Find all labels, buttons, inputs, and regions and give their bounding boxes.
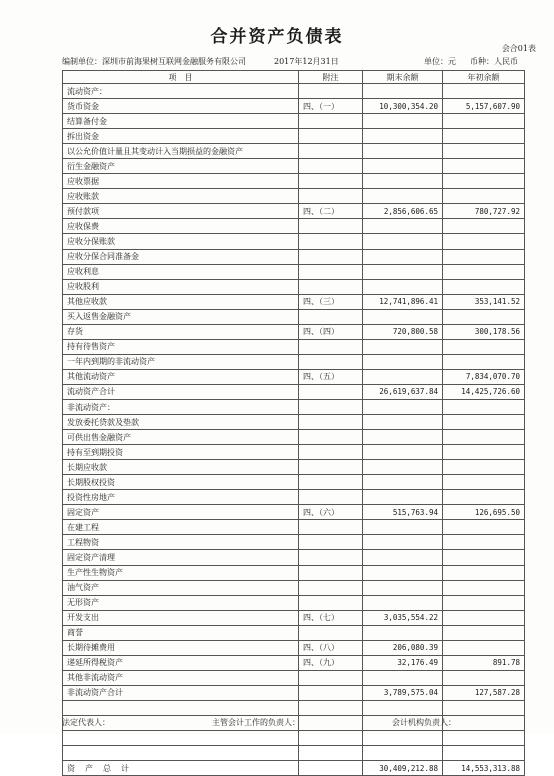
row-note [299, 399, 363, 414]
table-row [63, 595, 525, 610]
table-row [63, 384, 525, 399]
row-item-label: 无形资产 [63, 595, 299, 610]
preparer-label: 编制单位：深圳市前海果树互联网金融服务有限公司 [62, 57, 246, 66]
row-item-label: 应收分保合同准备金 [63, 249, 299, 264]
row-end-balance [363, 460, 443, 475]
row-begin-balance: 14,425,726.60 [443, 384, 525, 399]
row-note [299, 761, 363, 776]
row-note [299, 565, 363, 580]
row-note [299, 354, 363, 369]
row-item-label: 油气资产 [63, 580, 299, 595]
table-row [63, 685, 525, 700]
row-end-balance [363, 700, 443, 715]
table-row [63, 309, 525, 324]
row-item-label: 长期股权投资 [63, 475, 299, 490]
row-end-balance: 30,409,212.88 [363, 761, 443, 776]
row-note [299, 339, 363, 354]
row-item-label: 其他流动资产 [63, 369, 299, 384]
table-row [63, 399, 525, 414]
row-item-label: 应收保费 [63, 219, 299, 234]
row-begin-balance [443, 84, 525, 99]
row-begin-balance [443, 430, 525, 445]
row-begin-balance [443, 399, 525, 414]
row-note: 四、（四） [299, 324, 363, 339]
row-begin-balance [443, 520, 525, 535]
row-end-balance: 10,300,354.20 [363, 99, 443, 114]
table-row [63, 640, 525, 655]
row-end-balance [363, 159, 443, 174]
row-note [299, 490, 363, 505]
row-begin-balance [443, 625, 525, 640]
row-begin-balance: 891.78 [443, 655, 525, 670]
row-begin-balance [443, 174, 525, 189]
row-begin-balance: 126,695.50 [443, 505, 525, 520]
row-item-label: 货币资金 [63, 99, 299, 114]
table-row [63, 189, 525, 204]
table-row [63, 234, 525, 249]
row-end-balance [363, 565, 443, 580]
table-row [63, 580, 525, 595]
row-begin-balance [443, 565, 525, 580]
row-note [299, 249, 363, 264]
table-row [63, 610, 525, 625]
row-item-label: 可供出售金融资产 [63, 430, 299, 445]
row-item-label: 应收分保账款 [63, 234, 299, 249]
row-begin-balance [443, 580, 525, 595]
row-item-label: 流动资产合计 [63, 384, 299, 399]
row-note [299, 520, 363, 535]
row-end-balance [363, 670, 443, 685]
row-item-label [63, 700, 299, 715]
row-end-balance [363, 354, 443, 369]
table-row [63, 430, 525, 445]
row-end-balance [363, 415, 443, 430]
row-begin-balance: 7,834,070.70 [443, 369, 525, 384]
row-begin-balance: 127,587.28 [443, 685, 525, 700]
signature-footer [62, 717, 542, 729]
table-row [63, 324, 525, 339]
row-end-balance [363, 535, 443, 550]
row-end-balance [363, 430, 443, 445]
row-begin-balance [443, 415, 525, 430]
table-row [63, 369, 525, 384]
row-begin-balance [443, 595, 525, 610]
row-end-balance [363, 580, 443, 595]
table-row [63, 550, 525, 565]
row-end-balance [363, 746, 443, 761]
row-end-balance [363, 84, 443, 99]
row-note [299, 84, 363, 99]
table-row [63, 761, 525, 776]
row-end-balance [363, 520, 443, 535]
dept-head-label: 会计机构负责人： [392, 718, 456, 727]
row-note [299, 159, 363, 174]
row-item-label: 拆出资金 [63, 129, 299, 144]
table-row [63, 445, 525, 460]
currency-label: 币种：人民币 [470, 57, 518, 66]
row-note: 四、（八） [299, 640, 363, 655]
row-item-label: 持有待售资产 [63, 339, 299, 354]
row-end-balance [363, 731, 443, 746]
row-end-balance [363, 309, 443, 324]
row-end-balance: 3,035,554.22 [363, 610, 443, 625]
row-end-balance [363, 595, 443, 610]
column-header-end-balance: 期末余额 [363, 71, 443, 84]
table-row [63, 159, 525, 174]
row-note [299, 580, 363, 595]
row-end-balance [363, 174, 443, 189]
row-begin-balance [443, 460, 525, 475]
table-row [63, 746, 525, 761]
row-item-label: 递延所得税资产 [63, 655, 299, 670]
table-row [63, 144, 525, 159]
table-row [63, 294, 525, 309]
table-body [63, 84, 525, 776]
report-header [62, 56, 524, 68]
row-begin-balance [443, 144, 525, 159]
table-row [63, 129, 525, 144]
row-note [299, 415, 363, 430]
row-begin-balance [443, 189, 525, 204]
row-item-label: 应收票据 [63, 174, 299, 189]
row-item-label: 存货 [63, 324, 299, 339]
table-row [63, 731, 525, 746]
table-row [63, 460, 525, 475]
row-item-label: 发放委托贷款及垫款 [63, 415, 299, 430]
row-end-balance [363, 129, 443, 144]
row-end-balance [363, 144, 443, 159]
row-begin-balance [443, 445, 525, 460]
row-note: 四、（六） [299, 505, 363, 520]
row-end-balance [363, 625, 443, 640]
table-row [63, 174, 525, 189]
table-row [63, 655, 525, 670]
table-row [63, 114, 525, 129]
row-note [299, 535, 363, 550]
row-note [299, 384, 363, 399]
row-note [299, 550, 363, 565]
row-item-label: 其他非流动资产 [63, 670, 299, 685]
table-row [63, 99, 525, 114]
row-note: 四、（一） [299, 99, 363, 114]
row-item-label: 预付款项 [63, 204, 299, 219]
row-end-balance: 2,856,606.65 [363, 204, 443, 219]
row-end-balance [363, 490, 443, 505]
table-row [63, 249, 525, 264]
table-row [63, 565, 525, 580]
row-item-label: 应收利息 [63, 264, 299, 279]
row-end-balance [363, 189, 443, 204]
row-end-balance: 206,080.39 [363, 640, 443, 655]
row-begin-balance [443, 339, 525, 354]
table-row [63, 264, 525, 279]
row-end-balance: 3,789,575.04 [363, 685, 443, 700]
row-begin-balance: 5,157,607.90 [443, 99, 525, 114]
row-note [299, 309, 363, 324]
row-end-balance [363, 339, 443, 354]
table-row [63, 219, 525, 234]
row-note [299, 445, 363, 460]
row-note [299, 625, 363, 640]
row-item-label: 在建工程 [63, 520, 299, 535]
row-note [299, 460, 363, 475]
row-item-label: 买入返售金融资产 [63, 309, 299, 324]
row-item-label: 开发支出 [63, 610, 299, 625]
row-end-balance: 515,763.94 [363, 505, 443, 520]
row-note [299, 746, 363, 761]
row-end-balance [363, 249, 443, 264]
row-note [299, 219, 363, 234]
row-note [299, 114, 363, 129]
row-begin-balance [443, 670, 525, 685]
row-end-balance [363, 279, 443, 294]
row-item-label: 固定资产 [63, 505, 299, 520]
row-begin-balance [443, 550, 525, 565]
row-item-label: 其他应收款 [63, 294, 299, 309]
row-begin-balance [443, 354, 525, 369]
row-end-balance [363, 114, 443, 129]
row-note: 四、（九） [299, 655, 363, 670]
row-end-balance [363, 550, 443, 565]
row-note [299, 670, 363, 685]
row-item-label: 投资性房地产 [63, 490, 299, 505]
table-row [63, 84, 525, 99]
row-item-label: 长期应收款 [63, 460, 299, 475]
row-begin-balance [443, 640, 525, 655]
row-note [299, 234, 363, 249]
row-item-label: 生产性生物资产 [63, 565, 299, 580]
row-note [299, 279, 363, 294]
row-note [299, 731, 363, 746]
row-end-balance [363, 369, 443, 384]
row-item-label: 商誉 [63, 625, 299, 640]
row-note [299, 144, 363, 159]
row-begin-balance [443, 490, 525, 505]
row-begin-balance [443, 279, 525, 294]
row-note [299, 475, 363, 490]
row-item-label: 应收账款 [63, 189, 299, 204]
row-note [299, 174, 363, 189]
row-end-balance [363, 445, 443, 460]
row-note: 四、（五） [299, 369, 363, 384]
table-header-row [63, 71, 525, 84]
row-end-balance [363, 219, 443, 234]
row-end-balance: 32,176.49 [363, 655, 443, 670]
row-note [299, 264, 363, 279]
row-end-balance: 720,800.58 [363, 324, 443, 339]
row-end-balance [363, 475, 443, 490]
row-begin-balance [443, 535, 525, 550]
row-item-label: 工程物资 [63, 535, 299, 550]
row-begin-balance: 14,553,313.88 [443, 761, 525, 776]
table-row [63, 535, 525, 550]
row-begin-balance [443, 129, 525, 144]
document-title: 合并资产负债表 [210, 27, 344, 47]
row-begin-balance [443, 234, 525, 249]
table-row [63, 490, 525, 505]
row-item-label: 应收股利 [63, 279, 299, 294]
row-begin-balance [443, 731, 525, 746]
column-header-begin-balance: 年初余额 [443, 71, 525, 84]
row-item-label: 持有至到期投资 [63, 445, 299, 460]
row-begin-balance [443, 264, 525, 279]
column-header-item: 项 目 [63, 71, 299, 84]
row-begin-balance [443, 249, 525, 264]
table-row [63, 354, 525, 369]
row-item-label: 资产总计 [63, 761, 299, 776]
row-note [299, 595, 363, 610]
table-row [63, 505, 525, 520]
table-row [63, 279, 525, 294]
row-end-balance [363, 234, 443, 249]
report-date: 2017年12月31日 [274, 57, 339, 66]
row-note [299, 700, 363, 715]
row-begin-balance: 353,141.52 [443, 294, 525, 309]
table-row [63, 415, 525, 430]
row-note [299, 685, 363, 700]
row-end-balance [363, 264, 443, 279]
balance-sheet-table [62, 70, 525, 776]
row-note [299, 189, 363, 204]
row-note: 四、（七） [299, 610, 363, 625]
row-end-balance [363, 399, 443, 414]
row-begin-balance [443, 700, 525, 715]
row-begin-balance [443, 219, 525, 234]
row-item-label: 流动资产： [63, 84, 299, 99]
column-header-note: 附注 [299, 71, 363, 84]
form-number: 会合01表 [501, 44, 536, 53]
row-item-label: 固定资产清理 [63, 550, 299, 565]
row-note: 四、（二） [299, 204, 363, 219]
row-item-label: 以公允价值计量且其变动计入当期损益的金融资产 [63, 144, 299, 159]
table-row [63, 339, 525, 354]
row-begin-balance [443, 610, 525, 625]
table-row [63, 204, 525, 219]
table-row [63, 625, 525, 640]
row-begin-balance [443, 159, 525, 174]
table-row [63, 520, 525, 535]
row-item-label: 长期待摊费用 [63, 640, 299, 655]
row-item-label: 结算备付金 [63, 114, 299, 129]
row-begin-balance [443, 746, 525, 761]
row-note [299, 430, 363, 445]
row-begin-balance: 300,178.56 [443, 324, 525, 339]
row-item-label [63, 731, 299, 746]
row-item-label [63, 746, 299, 761]
row-note [299, 129, 363, 144]
row-note: 四、（三） [299, 294, 363, 309]
row-begin-balance: 780,727.92 [443, 204, 525, 219]
row-begin-balance [443, 309, 525, 324]
row-item-label: 一年内到期的非流动资产 [63, 354, 299, 369]
row-begin-balance [443, 114, 525, 129]
row-item-label: 非流动资产： [63, 399, 299, 414]
table-row [63, 670, 525, 685]
row-item-label: 非流动资产合计 [63, 685, 299, 700]
table-row [63, 700, 525, 715]
row-end-balance: 12,741,896.41 [363, 294, 443, 309]
table-row [63, 475, 525, 490]
accounting-head-label: 主管会计工作的负责人： [212, 718, 300, 727]
legal-rep-label: 法定代表人： [62, 718, 110, 727]
row-begin-balance [443, 475, 525, 490]
row-item-label: 衍生金融资产 [63, 159, 299, 174]
row-end-balance: 26,619,637.84 [363, 384, 443, 399]
unit-label: 单位：元 [424, 57, 456, 66]
